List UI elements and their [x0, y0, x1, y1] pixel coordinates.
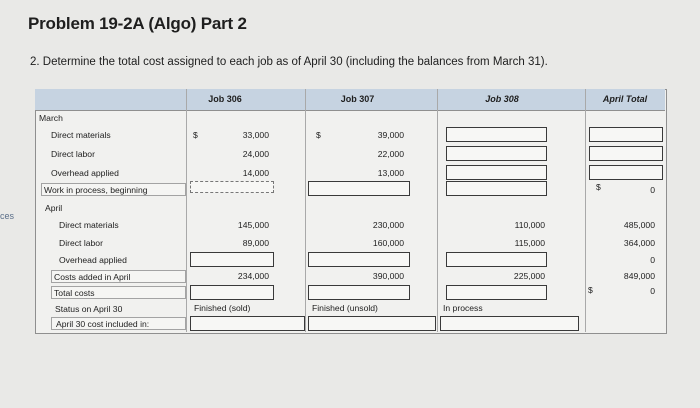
total-dm-april: 485,000 [623, 220, 655, 230]
job307-costs-added: 390,000 [372, 271, 404, 281]
row-label-overhead-applied: Overhead applied [51, 168, 119, 178]
job306-status: Finished (sold) [194, 303, 251, 313]
row-label-direct-labor-april: Direct labor [59, 238, 103, 248]
dollar-sign: $ [596, 182, 601, 192]
job308-costs-added: 225,000 [513, 271, 545, 281]
job306-total-costs-input[interactable] [190, 285, 274, 300]
row-label-wip-beginning: Work in process, beginning [44, 185, 148, 195]
row-label-total-costs: Total costs [54, 288, 95, 298]
header-april-total: April Total [602, 94, 648, 104]
job308-total-costs-input[interactable] [446, 285, 547, 300]
job308-dl-april: 115,000 [514, 238, 545, 248]
job306-april30-input[interactable] [190, 316, 305, 331]
job306-wip-input[interactable] [190, 181, 274, 193]
row-label-march: March [39, 113, 63, 123]
job308-status: In process [443, 303, 483, 313]
job307-status: Finished (unsold) [312, 303, 378, 313]
side-tab-label[interactable]: ces [0, 211, 15, 221]
job307-wip-input[interactable] [308, 181, 410, 196]
job307-dm-april: 230,000 [372, 220, 404, 230]
job306-oh-april-input[interactable] [190, 252, 274, 267]
job307-dm-march: 39,000 [377, 130, 404, 140]
dollar-sign: $ [588, 285, 593, 295]
row-label-direct-materials-april: Direct materials [59, 220, 119, 230]
job308-dl-march-input[interactable] [446, 146, 547, 161]
job308-dm-april: 110,000 [514, 220, 545, 230]
job307-dl-april: 160,000 [372, 238, 404, 248]
job306-dl-april: 89,000 [242, 238, 269, 248]
job308-oh-april-input[interactable] [446, 252, 547, 267]
row-label-april30-included: April 30 cost included in: [56, 319, 150, 329]
header-job308: Job 308 [485, 94, 519, 104]
total-wip-beginning: 0 [650, 185, 655, 195]
total-oh-april: 0 [650, 255, 655, 265]
dollar-sign: $ [193, 130, 198, 140]
row-label-direct-labor: Direct labor [51, 149, 95, 159]
question-text: 2. Determine the total cost assigned to each job as of April 30 (including the balances from March 31). [30, 56, 548, 68]
total-total-costs: 0 [650, 286, 655, 296]
job306-dm-march: 33,000 [242, 130, 269, 140]
row-label-status: Status on April 30 [55, 304, 123, 314]
job308-april30-input[interactable] [440, 316, 579, 331]
total-dl-april: 364,000 [623, 238, 655, 248]
row-label-costs-added: Costs added in April [54, 272, 131, 282]
job306-oh-march: 14,000 [242, 168, 269, 178]
page-title: Problem 19-2A (Algo) Part 2 [28, 14, 247, 33]
job306-costs-added: 234,000 [237, 271, 269, 281]
total-costs-added: 849,000 [623, 271, 655, 281]
job308-wip-input[interactable] [446, 181, 547, 196]
total-dm-march-input[interactable] [589, 127, 663, 142]
row-label-overhead-applied-april: Overhead applied [59, 255, 127, 265]
total-dl-march-input[interactable] [589, 146, 663, 161]
job308-oh-march-input[interactable] [446, 165, 547, 180]
job307-total-costs-input[interactable] [308, 285, 410, 300]
row-label-april: April [45, 203, 63, 213]
job307-oh-march: 13,000 [377, 168, 404, 178]
job306-dl-march: 24,000 [242, 149, 269, 159]
job308-dm-march-input[interactable] [446, 127, 547, 142]
dollar-sign: $ [316, 130, 321, 140]
job306-dm-april: 145,000 [237, 220, 269, 230]
header-job307: Job 307 [340, 94, 375, 104]
row-label-direct-materials: Direct materials [51, 130, 111, 140]
header-job306: Job 306 [208, 94, 242, 104]
job307-dl-march: 22,000 [377, 149, 404, 159]
job307-oh-april-input[interactable] [308, 252, 410, 267]
job307-april30-input[interactable] [308, 316, 436, 331]
total-oh-march-input[interactable] [589, 165, 663, 180]
